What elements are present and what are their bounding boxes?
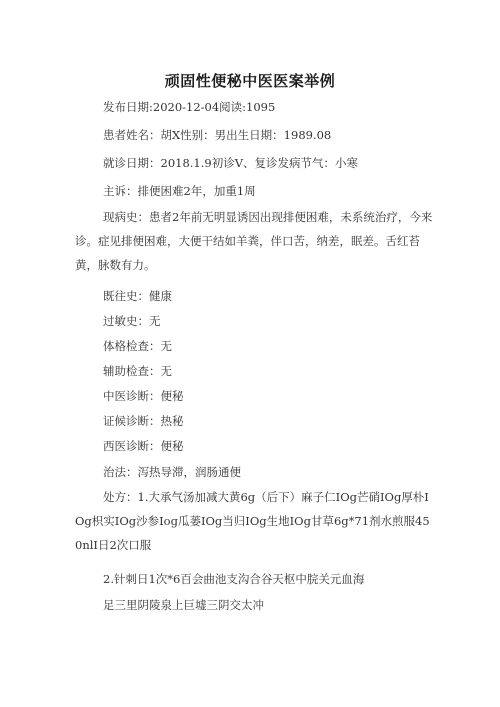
chief-complaint: 主诉：排便困难2年，加重1周 (103, 184, 256, 198)
western-diagnosis: 西医诊断：便秘 (103, 439, 184, 453)
present-illness: 现病史：患者2年前无明显诱因出现排便困难，未系统治疗，今来诊。症见排便困难，大便干结如羊粪，伴口苦，纳差，眠差。舌红苔黄，脉数有力。 (75, 210, 433, 272)
publish-info: 发布日期:2020-12-04阅读:1095 (103, 100, 276, 114)
visit-info: 就诊日期：2018.1.9初诊V、复诊发病节气：小寒 (103, 156, 359, 170)
auxiliary-exam: 辅助检查：无 (103, 364, 172, 378)
past-history: 既往史：健康 (103, 289, 172, 303)
document-title: 顽固性便秘中医医案举例 (164, 72, 336, 90)
treatment-method: 治法：泻热导滞，润肠通便 (103, 465, 241, 479)
allergy-history: 过敏史：无 (103, 314, 161, 328)
prescription-1: 处方：1.大承气汤加减大黄6g（后下）麻子仁IOg芒硝IOg厚朴IOg枳实IOg沙参Iog瓜蒌IOg当归IOg生地IOg甘草6g*71剂水煎服450nlI日2次口服 (75, 490, 430, 552)
syndrome-diagnosis: 证候诊断：热秘 (103, 414, 184, 428)
prescription-2: 2.针刺日1次*6百会曲池支沟合谷天枢中脘关元血海 (103, 572, 365, 586)
patient-info: 患者姓名：胡X性别：男出生日期：1989.08 (103, 128, 332, 142)
tcm-diagnosis: 中医诊断：便秘 (103, 389, 184, 403)
prescription-2-cont: 足三里阴陵泉上巨墟三阴交太冲 (103, 598, 264, 612)
physical-exam: 体格检查：无 (103, 339, 172, 353)
